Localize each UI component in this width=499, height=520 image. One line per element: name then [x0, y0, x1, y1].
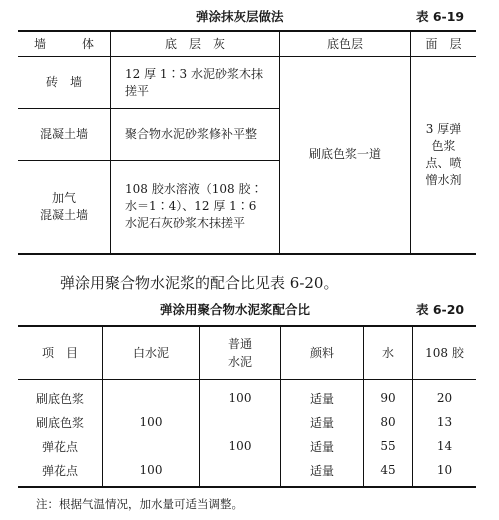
base-coat-cell: 聚合物水泥砂浆修补平整 [111, 109, 280, 161]
wall-type-cell: 加气 混凝土墙 [18, 161, 111, 254]
table-row [18, 434, 476, 458]
pigment-cell: 适量 [281, 410, 364, 434]
table-6-19-caption: 弹涂抹灰层做法 [196, 9, 284, 24]
glue-cell: 13 [413, 410, 477, 434]
glue-cell: 14 [413, 434, 477, 458]
white-cement-cell [103, 434, 200, 458]
header-color-layer: 底色层 [280, 31, 411, 57]
white-cement-cell: 100 [103, 458, 200, 487]
header-base-coat: 底 层 灰 [111, 31, 280, 57]
table-6-19 [18, 30, 476, 255]
header-108-glue: 108 胶 [413, 326, 477, 380]
base-coat-cell: 108 胶水溶液（108 胶∶水＝1∶4）、12 厚 1∶6 水泥石灰砂浆木抹搓平 [111, 161, 280, 254]
color-layer-cell: 刷底色浆一道 [280, 57, 411, 254]
item-cell: 刷底色浆 [35, 391, 84, 406]
ordinary-cement-cell [200, 410, 281, 434]
header-wall: 墙 体 [18, 31, 111, 57]
item-cell: 刷底色浆 [35, 415, 84, 430]
white-cement-cell: 100 [103, 410, 200, 434]
header-water: 水 [364, 326, 413, 380]
header-surface-layer: 面 层 [411, 31, 477, 57]
surface-layer-cell: 3 厚弹色浆点、喷憎水剂 [411, 57, 477, 254]
water-cell: 80 [364, 410, 413, 434]
water-cell: 55 [364, 434, 413, 458]
ordinary-cement-cell: 100 [200, 434, 281, 458]
table-header-row [18, 326, 476, 380]
pigment-cell: 适量 [281, 434, 364, 458]
table-row [18, 57, 476, 109]
wall-type-cell: 砖 墙 [18, 57, 111, 109]
table-6-20-caption: 弹涂用聚合物水泥浆配合比 [160, 302, 311, 317]
table-row [18, 410, 476, 434]
water-cell: 90 [364, 380, 413, 411]
item-cell: 弹花点 [41, 463, 78, 478]
table-6-20-number: 表 6-20 [416, 302, 465, 317]
header-white-cement: 白水泥 [103, 326, 200, 380]
water-cell: 45 [364, 458, 413, 487]
base-coat-cell: 12 厚 1∶3 水泥砂浆木抹搓平 [111, 57, 280, 109]
table-row [18, 458, 476, 487]
pigment-cell: 适量 [281, 380, 364, 411]
header-pigment: 颜料 [281, 326, 364, 380]
header-item: 项 目 [18, 326, 103, 380]
ordinary-cement-cell [200, 458, 281, 487]
pigment-cell: 适量 [281, 458, 364, 487]
item-cell: 弹花点 [41, 439, 78, 454]
table-footnote: 注：根据气温情况，加水量可适当调整。 [36, 497, 243, 511]
glue-cell: 10 [413, 458, 477, 487]
wall-type-cell: 混凝土墙 [18, 109, 111, 161]
glue-cell: 20 [413, 380, 477, 411]
header-ordinary-cement: 普通 水泥 [200, 326, 281, 380]
table-row [18, 380, 476, 411]
white-cement-cell [103, 380, 200, 411]
body-sentence: 弹涂用聚合物水泥浆的配合比见表 6-20。 [60, 274, 339, 292]
table-6-19-number: 表 6-19 [416, 9, 465, 24]
table-6-20 [18, 325, 476, 488]
ordinary-cement-cell: 100 [200, 380, 281, 411]
table-header-row [18, 31, 476, 57]
